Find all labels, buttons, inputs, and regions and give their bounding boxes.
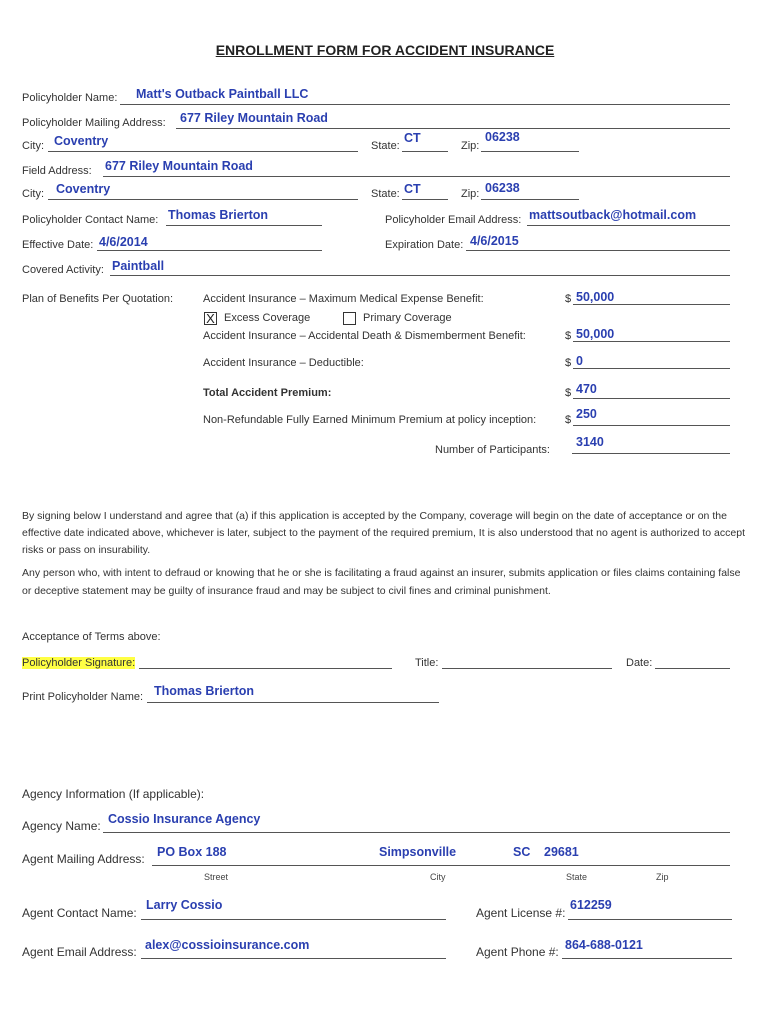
agent-zip-value[interactable]: 29681	[544, 845, 579, 859]
email-line	[527, 225, 730, 226]
agent-street-value[interactable]: PO Box 188	[157, 845, 227, 859]
field-state-value[interactable]: CT	[404, 182, 421, 196]
participants-label: Number of Participants:	[435, 444, 550, 456]
contact-name-line	[166, 225, 322, 226]
participants-line	[572, 453, 730, 454]
add-label: Accident Insurance – Accidental Death & Dismemberment Benefit:	[203, 330, 526, 342]
max-medical-label: Accident Insurance – Maximum Medical Expense Benefit:	[203, 293, 484, 305]
print-name-value[interactable]: Thomas Brierton	[154, 684, 255, 698]
print-name-label: Print Policyholder Name:	[22, 691, 144, 703]
max-medical-value[interactable]: 50,000	[576, 290, 615, 304]
deductible-line	[573, 368, 730, 369]
primary-coverage-label: Primary Coverage	[363, 312, 452, 324]
field-state-label: State:	[371, 188, 400, 200]
field-city-line	[48, 199, 358, 200]
form-title: ENROLLMENT FORM FOR ACCIDENT INSURANCE	[215, 42, 555, 58]
agent-state-value[interactable]: SC	[513, 845, 531, 859]
total-premium-value[interactable]: 470	[576, 382, 597, 396]
mailing-zip-value[interactable]: 06238	[485, 130, 520, 144]
mailing-state-label: State:	[371, 140, 400, 152]
check-mark-icon: X	[206, 311, 215, 326]
title-line[interactable]	[442, 668, 612, 669]
print-name-line	[147, 702, 439, 703]
expiration-date-label: Expiration Date:	[385, 239, 464, 251]
signature-line[interactable]	[139, 668, 392, 669]
excess-coverage-checkbox[interactable]	[204, 312, 217, 325]
mailing-state-value[interactable]: CT	[404, 131, 421, 145]
agent-email-line	[141, 958, 446, 959]
participants-value[interactable]: 3140	[576, 435, 604, 449]
add-value[interactable]: 50,000	[576, 327, 615, 341]
max-medical-dollar: $	[565, 293, 572, 305]
field-address-label: Field Address:	[22, 165, 92, 177]
agent-email-label: Agent Email Address:	[22, 945, 137, 959]
plan-label: Plan of Benefits Per Quotation:	[22, 293, 174, 305]
deductible-value[interactable]: 0	[576, 354, 583, 368]
email-value[interactable]: mattsoutback@hotmail.com	[529, 208, 697, 222]
agent-contact-value[interactable]: Larry Cossio	[146, 898, 223, 912]
zip-caption: Zip	[656, 872, 669, 882]
mailing-state-line	[402, 151, 448, 152]
agency-header: Agency Information (If applicable):	[22, 787, 205, 801]
total-premium-label: Total Accident Premium:	[203, 387, 332, 399]
date-label: Date:	[626, 657, 653, 669]
excess-coverage-label: Excess Coverage	[224, 312, 311, 324]
terms-paragraph-2: Any person who, with intent to defraud or knowing that he or she is facilitating a fraud against an insurer, submits application or files claims containing false or deceptive statement may be guilty of insurance fraud and may be subject to civil fines and criminal punishment.	[22, 567, 741, 597]
field-zip-value[interactable]: 06238	[485, 181, 520, 195]
mailing-city-line	[48, 151, 358, 152]
agency-name-line	[103, 832, 730, 833]
deductible-dollar: $	[565, 357, 572, 369]
max-medical-line	[573, 304, 730, 305]
agency-name-label: Agency Name:	[22, 819, 101, 833]
primary-coverage-checkbox[interactable]	[343, 312, 356, 325]
acceptance-label: Acceptance of Terms above:	[22, 631, 161, 643]
mailing-city-value[interactable]: Coventry	[54, 134, 109, 148]
email-label: Policyholder Email Address:	[385, 214, 522, 226]
title-label: Title:	[415, 657, 439, 669]
city-caption: City	[430, 872, 446, 882]
agent-mailing-label: Agent Mailing Address:	[22, 852, 145, 866]
agent-license-value[interactable]: 612259	[570, 898, 612, 912]
field-city-label: City:	[22, 188, 44, 200]
street-caption: Street	[204, 872, 229, 882]
contact-name-value[interactable]: Thomas Brierton	[168, 208, 269, 222]
effective-date-line	[97, 250, 322, 251]
agent-phone-line	[562, 958, 732, 959]
total-premium-dollar: $	[565, 387, 572, 399]
mailing-city-label: City:	[22, 140, 44, 152]
agent-email-value[interactable]: alex@cossioinsurance.com	[145, 938, 310, 952]
agent-city-value[interactable]: Simpsonville	[379, 845, 457, 859]
agent-contact-line	[141, 919, 446, 920]
agent-license-label: Agent License #:	[476, 906, 566, 920]
agent-phone-value[interactable]: 864-688-0121	[565, 938, 643, 952]
field-address-line	[103, 176, 730, 177]
agent-license-line	[568, 919, 732, 920]
policyholder-name-line	[120, 104, 730, 105]
contact-name-label: Policyholder Contact Name:	[22, 214, 159, 226]
minimum-premium-dollar: $	[565, 414, 572, 426]
deductible-label: Accident Insurance – Deductible:	[203, 357, 364, 369]
add-line	[573, 341, 730, 342]
mailing-zip-line	[481, 151, 579, 152]
state-caption: State	[566, 872, 588, 882]
field-zip-line	[481, 199, 579, 200]
mailing-zip-label: Zip:	[461, 140, 480, 152]
field-zip-label: Zip:	[461, 188, 480, 200]
minimum-premium-value[interactable]: 250	[576, 407, 597, 421]
policyholder-name-label: Policyholder Name:	[22, 92, 118, 104]
policyholder-name-value[interactable]: Matt's Outback Paintball LLC	[136, 87, 309, 101]
signature-label: Policyholder Signature:	[22, 657, 136, 669]
mailing-address-label: Policyholder Mailing Address:	[22, 117, 166, 129]
terms-paragraph-1: By signing below I understand and agree that (a) if this application is accepted by the Company, coverage will begin on the date of acceptance or on the effective date indicated above, whichever is later, subject to the payment of the required premium, It is also understood that no agent is authorized to accept risks or pass on insurability.	[22, 510, 745, 556]
add-dollar: $	[565, 330, 572, 342]
total-premium-line	[573, 398, 730, 399]
field-state-line	[402, 199, 448, 200]
covered-activity-line	[110, 275, 730, 276]
minimum-premium-line	[573, 425, 730, 426]
field-address-value[interactable]: 677 Riley Mountain Road	[105, 159, 253, 173]
minimum-premium-label: Non-Refundable Fully Earned Minimum Premium at policy inception:	[203, 414, 537, 426]
agency-name-value[interactable]: Cossio Insurance Agency	[108, 812, 261, 826]
agent-mailing-line	[152, 865, 730, 866]
covered-activity-label: Covered Activity:	[22, 264, 104, 276]
effective-date-value[interactable]: 4/6/2014	[99, 235, 148, 249]
field-city-value[interactable]: Coventry	[56, 182, 111, 196]
date-line[interactable]	[655, 668, 730, 669]
mailing-address-value[interactable]: 677 Riley Mountain Road	[180, 111, 328, 125]
expiration-date-value[interactable]: 4/6/2015	[470, 234, 519, 248]
agent-contact-label: Agent Contact Name:	[22, 906, 137, 920]
expiration-date-line	[466, 250, 730, 251]
mailing-address-line	[176, 128, 730, 129]
effective-date-label: Effective Date:	[22, 239, 94, 251]
covered-activity-value[interactable]: Paintball	[112, 259, 165, 273]
agent-phone-label: Agent Phone #:	[476, 945, 559, 959]
